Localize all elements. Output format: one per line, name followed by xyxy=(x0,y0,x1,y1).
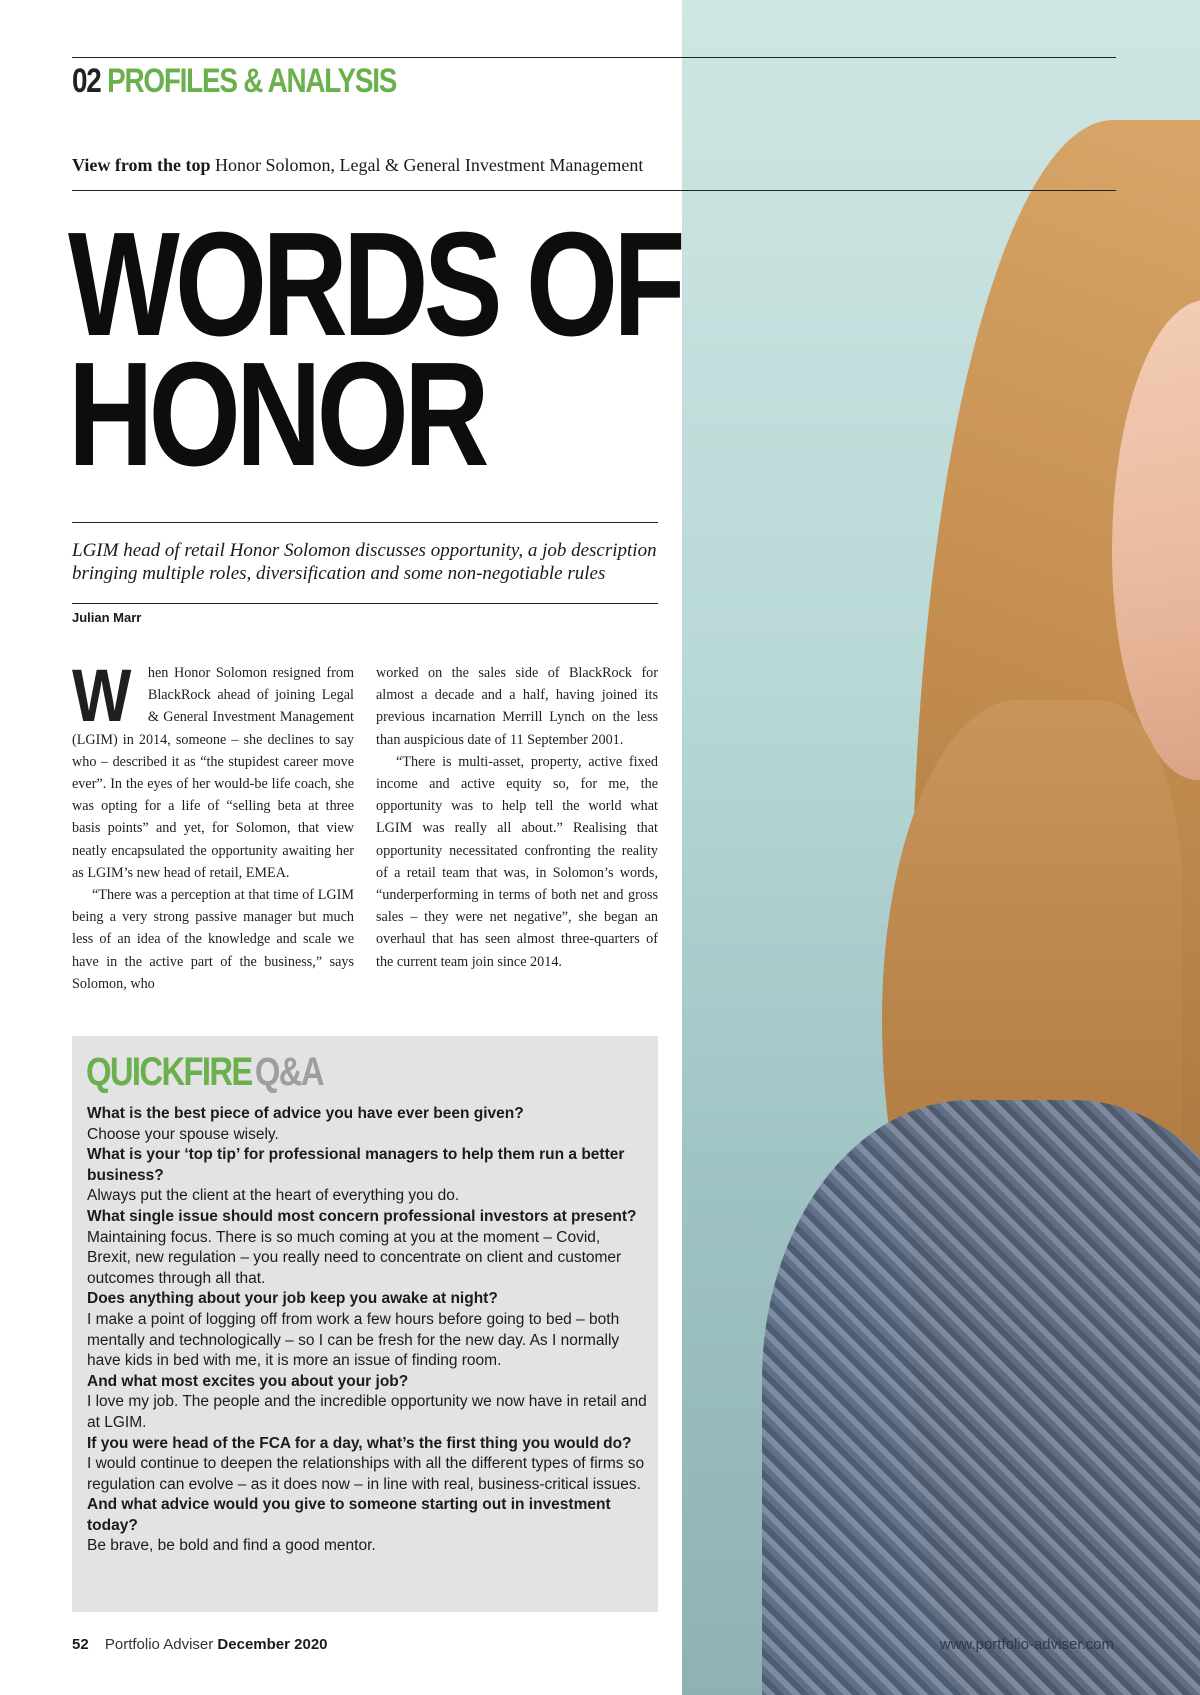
body-paragraph: “There is multi-asset, property, active fixed income and active equity so, for me, the opportunity was to help tell the world what LGIM was really all about.” Realising that opportunity necessitated confronting the reality of a retail team that was, in Solomon’s words, “underperforming in terms of both net and gross sales – they were net negative”, she began an overhaul that has seen almost three-quarters of the current team join since 2014. xyxy=(376,753,658,970)
standfirst: LGIM head of retail Honor Solomon discusses opportunity, a job description bringing multiple roles, diversification and some non-negotiable rules xyxy=(72,540,657,584)
footer-url[interactable]: www.portfolio-adviser.com xyxy=(939,1636,1114,1653)
qa-question: And what most excites you about your job? xyxy=(87,1372,409,1390)
drop-cap: W xyxy=(72,654,132,737)
photo-sweater xyxy=(762,1100,1200,1695)
body-column-1 xyxy=(72,654,354,995)
body-paragraph: worked on the sales side of BlackRock for almost a decade and a half, having joined its previous incarnation Merrill Lynch on the less than auspicious date of 11 September 2001. xyxy=(376,665,658,748)
portrait-photo xyxy=(682,0,1200,1695)
headline xyxy=(68,202,681,497)
qa-question: What is the best piece of advice you have ever been given? xyxy=(87,1105,524,1122)
body-column-2 xyxy=(376,662,658,973)
section-title: PROFILES & ANALYSIS xyxy=(107,62,397,100)
footer xyxy=(72,1636,328,1653)
kicker-label: View from the top xyxy=(72,155,211,175)
body-paragraph: “There was a perception at that time of LGIM being a very strong passive manager but much less of an idea of the knowledge and scale we have in the active part of the business,” says Solomon, who xyxy=(72,887,354,992)
byline: Julian Marr xyxy=(72,610,142,625)
issue-date: December 2020 xyxy=(217,1636,328,1653)
quickfire-title-a: QUICKFIRE xyxy=(86,1050,252,1094)
body-paragraph: hen Honor Solomon resigned from BlackRock ahead of joining Legal & General Investment Management (LGIM) in 2014, someone – she declines to say who – described it as “the stupidest career move ever”. In the eyes of her would-be life coach, she was opting for a life of “selling beta at three basis points” and yet, for Solomon, that view neatly encapsulated the opportunity awaiting her as LGIM’s new head of retail, EMEA. xyxy=(72,665,354,881)
page-number: 52 xyxy=(72,1636,89,1653)
quickfire-list xyxy=(87,1104,647,1557)
section-heading xyxy=(72,62,396,101)
kicker-text: Honor Solomon, Legal & General Investment Management xyxy=(214,155,644,175)
quickfire-qa-box xyxy=(72,1036,658,1612)
qa-question: What is your ‘top tip’ for professional managers to help them run a better business? xyxy=(87,1146,625,1184)
kicker-rule xyxy=(72,190,1116,191)
top-rule xyxy=(72,57,1116,58)
kicker xyxy=(72,155,643,176)
qa-question: What single issue should most concern professional investors at present? xyxy=(87,1207,637,1225)
quickfire-title-b: Q&A xyxy=(254,1050,323,1094)
headline-line-2: HONOR xyxy=(68,332,485,497)
qa-question: And what advice would you give to someone starting out in investment today? xyxy=(87,1496,611,1534)
quickfire-title xyxy=(86,1050,323,1095)
qa-answer: I would continue to deepen the relationships with all the different types of firms so regulation can evolve – as it does now – in line with real, business-critical issues. xyxy=(87,1455,645,1493)
standfirst-top-rule xyxy=(72,522,658,523)
section-number: 02 xyxy=(72,62,101,100)
qa-answer: Choose your spouse wisely. xyxy=(87,1125,279,1143)
headline-line-1: WORDS OF xyxy=(68,202,681,367)
qa-answer: Maintaining focus. There is so much coming at you at the moment – Covid, Brexit, new regulation – you really need to concentrate on client and customer outcomes through all that. xyxy=(87,1228,622,1287)
qa-answer: Always put the client at the heart of everything you do. xyxy=(87,1187,460,1205)
qa-question: Does anything about your job keep you awake at night? xyxy=(87,1290,498,1308)
qa-answer: I make a point of logging off from work a few hours before going to bed – both mentally and technologically – so I can be fresh for the new day. As I normally have kids in bed with me, it is more an issue of finding room. xyxy=(87,1310,620,1370)
qa-answer: I love my job. The people and the incredible opportunity we now have in retail and at LGIM. xyxy=(87,1393,647,1431)
standfirst-bottom-rule xyxy=(72,603,658,604)
qa-question: If you were head of the FCA for a day, what’s the first thing you would do? xyxy=(87,1434,632,1452)
magazine-name: Portfolio Adviser xyxy=(104,1636,214,1653)
qa-answer: Be brave, be bold and find a good mentor. xyxy=(87,1537,376,1555)
